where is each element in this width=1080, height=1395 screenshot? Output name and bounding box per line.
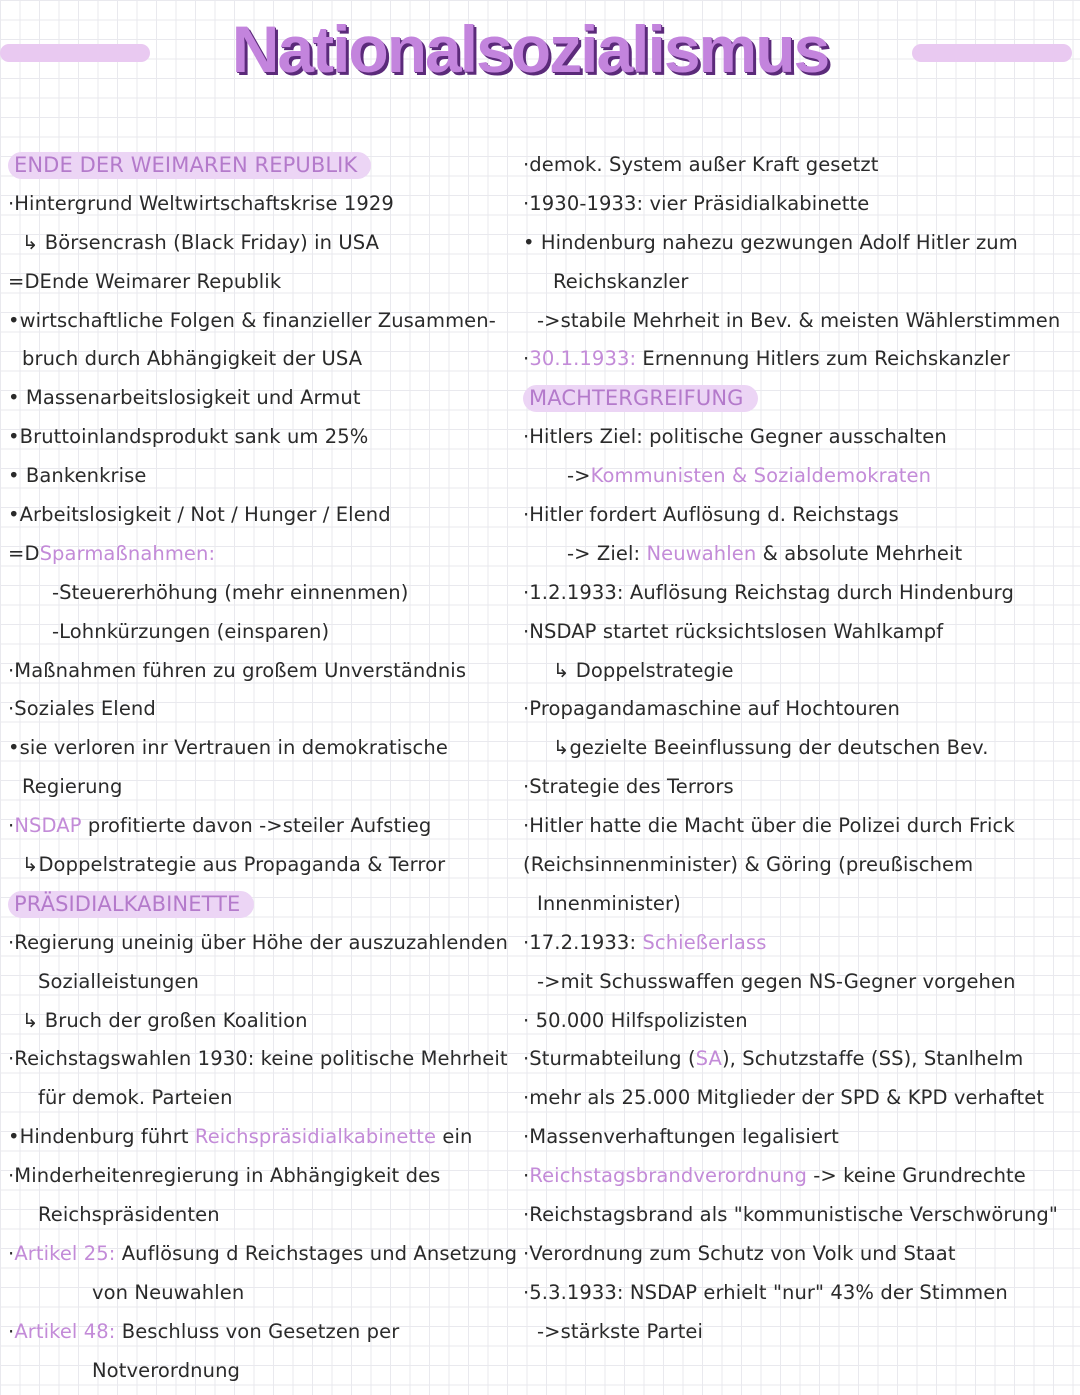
note-text: & absolute Mehrheit <box>756 541 963 565</box>
note-line <box>523 224 1075 263</box>
note-line <box>8 1157 523 1196</box>
note-line <box>8 690 523 729</box>
note-line <box>8 418 523 457</box>
note-line <box>523 1313 1075 1352</box>
note-line <box>8 1196 523 1235</box>
note-line <box>523 924 1075 963</box>
note-text: Notverordnung <box>92 1358 241 1382</box>
note-prefix: ·17.2.1933: <box>523 930 643 954</box>
note-text: bruch durch Abhängigkeit der USA <box>22 347 363 371</box>
note-line <box>523 963 1075 1002</box>
note-line <box>8 1313 523 1352</box>
note-line <box>8 457 523 496</box>
note-line <box>523 574 1075 613</box>
note-text: •Bruttoinlandsprodukt sank um 25% <box>8 425 369 449</box>
note-text: ), Schutzstaffe (SS), Stanlhelm <box>721 1047 1024 1071</box>
highlighted-term: NSDAP <box>14 814 82 838</box>
note-line <box>8 1235 523 1274</box>
note-line <box>8 1352 523 1391</box>
highlighted-term: Neuwahlen <box>646 541 757 565</box>
note-text: ↳ Doppelstrategie <box>553 658 734 682</box>
note-text: •sie verloren inr Vertrauen in demokratische <box>8 736 448 760</box>
note-line <box>8 1002 523 1041</box>
section-heading-line <box>8 885 523 924</box>
title-decoration-left <box>0 44 150 62</box>
highlighted-term: Artikel 48: <box>14 1319 116 1343</box>
note-line <box>523 263 1075 302</box>
highlighted-term: SA <box>695 1047 722 1071</box>
note-prefix: -> Ziel: <box>567 541 647 565</box>
note-line <box>523 1274 1075 1313</box>
note-line <box>523 340 1075 379</box>
note-text: ·5.3.1933: NSDAP erhielt "nur" 43% der Stimmen <box>523 1280 1008 1304</box>
note-line <box>523 1040 1075 1079</box>
note-text: -> keine Grundrechte <box>806 1164 1026 1188</box>
section-heading: MACHTERGREIFUNG <box>523 385 758 412</box>
note-text: -Steuererhöhung (mehr einnenmen) <box>52 580 409 604</box>
highlighted-term: 30.1.1933: <box>529 347 637 371</box>
note-text: ->stabile Mehrheit in Bev. & meisten Wählerstimmen <box>537 308 1061 332</box>
highlighted-term: Kommunisten & Sozialdemokraten <box>590 464 932 488</box>
note-text: ↳ Bruch der großen Koalition <box>22 1008 308 1032</box>
section-heading-line <box>523 379 1075 418</box>
note-text: -Lohnkürzungen (einsparen) <box>52 619 330 643</box>
note-text: ·demok. System außer Kraft gesetzt <box>523 153 879 176</box>
note-line <box>8 768 523 807</box>
note-text: =D <box>8 541 40 565</box>
note-line <box>8 263 523 302</box>
note-text: ·Reichstagswahlen 1930: keine politische Mehrheit <box>8 1047 508 1071</box>
note-text: =DEnde Weimarer Republik <box>8 269 282 293</box>
note-line <box>8 729 523 768</box>
note-line <box>8 846 523 885</box>
note-line <box>8 613 523 652</box>
note-line <box>8 1274 523 1313</box>
note-text: (Reichsinnenminister) & Göring (preußischem <box>523 853 974 877</box>
note-line <box>8 302 523 341</box>
note-line <box>523 846 1075 885</box>
note-text: ·mehr als 25.000 Mitglieder der SPD & KPD verhaftet <box>523 1086 1045 1110</box>
highlighted-term: Reichspräsidialkabinette <box>194 1125 437 1149</box>
note-line <box>523 885 1075 924</box>
note-text: von Neuwahlen <box>92 1280 245 1304</box>
note-line <box>523 1196 1075 1235</box>
note-text: ·Hitler fordert Auflösung d. Reichstags <box>523 503 899 527</box>
note-text: ·Propagandamaschine auf Hochtouren <box>523 697 900 721</box>
note-line <box>523 1235 1075 1274</box>
note-prefix: -> <box>567 464 591 488</box>
note-text: ·Maßnahmen führen zu großem Unverständnis <box>8 658 467 682</box>
note-prefix: · <box>8 1319 15 1343</box>
note-line <box>523 302 1075 341</box>
note-line <box>523 652 1075 691</box>
note-line <box>523 1079 1075 1118</box>
note-text: ·NSDAP startet rücksichtslosen Wahlkampf <box>523 619 944 643</box>
note-line <box>8 1040 523 1079</box>
note-text: Innenminister) <box>537 891 681 915</box>
note-line <box>523 613 1075 652</box>
section-heading: ENDE DER WEIMAREN REPUBLIK <box>8 152 371 179</box>
note-text: Reichspräsidenten <box>38 1203 220 1227</box>
note-text: ·1.2.1933: Auflösung Reichstag durch Hindenburg <box>523 580 1014 604</box>
note-line <box>8 963 523 1002</box>
note-line <box>8 535 523 574</box>
note-text: · 50.000 Hilfspolizisten <box>523 1008 748 1032</box>
page-title: Nationalsozialismus <box>231 12 829 86</box>
note-text: ·Regierung uneinig über Höhe der auszuzahlenden <box>8 930 508 954</box>
highlighted-term: Artikel 25: <box>14 1241 116 1265</box>
note-line <box>523 1118 1075 1157</box>
highlighted-term: Reichstagsbrandverordnung <box>529 1164 807 1188</box>
note-line <box>523 535 1075 574</box>
note-line <box>523 807 1075 846</box>
note-text: ·Reichstagsbrand als "kommunistische Verschwörung" <box>523 1203 1058 1227</box>
note-line <box>523 690 1075 729</box>
note-text: •Arbeitslosigkeit / Not / Hunger / Elend <box>8 503 391 527</box>
right-column <box>523 146 1075 1352</box>
note-line <box>523 496 1075 535</box>
note-text: • Bankenkrise <box>8 464 147 488</box>
note-text: ein <box>436 1125 473 1149</box>
left-column <box>8 146 523 1391</box>
note-text: ·Hitler hatte die Macht über die Polizei durch Frick <box>523 814 1015 838</box>
note-line <box>523 185 1075 224</box>
note-text: ·Verordnung zum Schutz von Volk und Staat <box>523 1241 956 1265</box>
note-text: Reichskanzler <box>553 269 689 293</box>
note-prefix: •Hindenburg führt <box>8 1125 195 1149</box>
highlighted-term: Sparmaßnahmen: <box>39 541 216 565</box>
note-prefix: · <box>523 347 530 371</box>
note-text: Auflösung d Reichstages und Ansetzung <box>115 1241 518 1265</box>
note-prefix: · <box>8 1241 15 1265</box>
section-heading-line <box>8 146 523 185</box>
note-line <box>8 496 523 535</box>
note-line <box>523 729 1075 768</box>
note-prefix: · <box>8 814 15 838</box>
note-line <box>523 768 1075 807</box>
note-text: ·Minderheitenregierung in Abhängigkeit des <box>8 1164 441 1188</box>
highlighted-term: Schießerlass <box>642 930 767 954</box>
note-text: Sozialleistungen <box>38 969 200 993</box>
note-line <box>523 1002 1075 1041</box>
note-text: Ernennung Hitlers zum Reichskanzler <box>636 347 1010 371</box>
note-text: • Massenarbeitslosigkeit und Armut <box>8 386 361 410</box>
note-line <box>8 1118 523 1157</box>
note-text: für demok. Parteien <box>38 1086 233 1110</box>
note-text: Beschluss von Gesetzen per <box>115 1319 400 1343</box>
note-line <box>523 1157 1075 1196</box>
note-line <box>523 418 1075 457</box>
note-line <box>8 185 523 224</box>
note-text: ↳Doppelstrategie aus Propaganda & Terror <box>22 853 446 877</box>
note-line <box>523 146 1075 185</box>
note-prefix: · <box>523 1164 530 1188</box>
note-text: ↳gezielte Beeinflussung der deutschen Bev. <box>553 736 989 760</box>
note-line <box>8 574 523 613</box>
note-line <box>8 340 523 379</box>
section-heading: PRÄSIDIALKABINETTE <box>8 891 254 918</box>
note-text: •wirtschaftliche Folgen & finanzieller Zusammen- <box>8 308 496 332</box>
note-text: ·Hintergrund Weltwirtschaftskrise 1929 <box>8 191 394 215</box>
note-text: ·Hitlers Ziel: politische Gegner ausschalten <box>523 425 947 449</box>
note-line <box>523 457 1075 496</box>
note-text: ↳ Börsencrash (Black Friday) in USA <box>22 230 380 254</box>
title-decoration-right <box>912 44 1072 62</box>
note-text: ·Soziales Elend <box>8 697 156 721</box>
note-text: ·1930-1933: vier Präsidialkabinette <box>523 191 870 215</box>
note-line <box>8 807 523 846</box>
note-text: ·Strategie des Terrors <box>523 775 734 799</box>
note-prefix: ·Sturmabteilung ( <box>523 1047 696 1071</box>
note-text: profitierte davon ->steiler Aufstieg <box>81 814 432 838</box>
note-line <box>8 224 523 263</box>
note-line <box>8 652 523 691</box>
note-text: Regierung <box>22 775 123 799</box>
note-text: ·Massenverhaftungen legalisiert <box>523 1125 839 1149</box>
note-text: • Hindenburg nahezu gezwungen Adolf Hitler zum <box>523 230 1018 254</box>
note-line <box>8 924 523 963</box>
note-line <box>8 379 523 418</box>
note-line <box>8 1079 523 1118</box>
note-text: ->mit Schusswaffen gegen NS-Gegner vorgehen <box>537 969 1016 993</box>
note-text: ->stärkste Partei <box>537 1319 704 1343</box>
